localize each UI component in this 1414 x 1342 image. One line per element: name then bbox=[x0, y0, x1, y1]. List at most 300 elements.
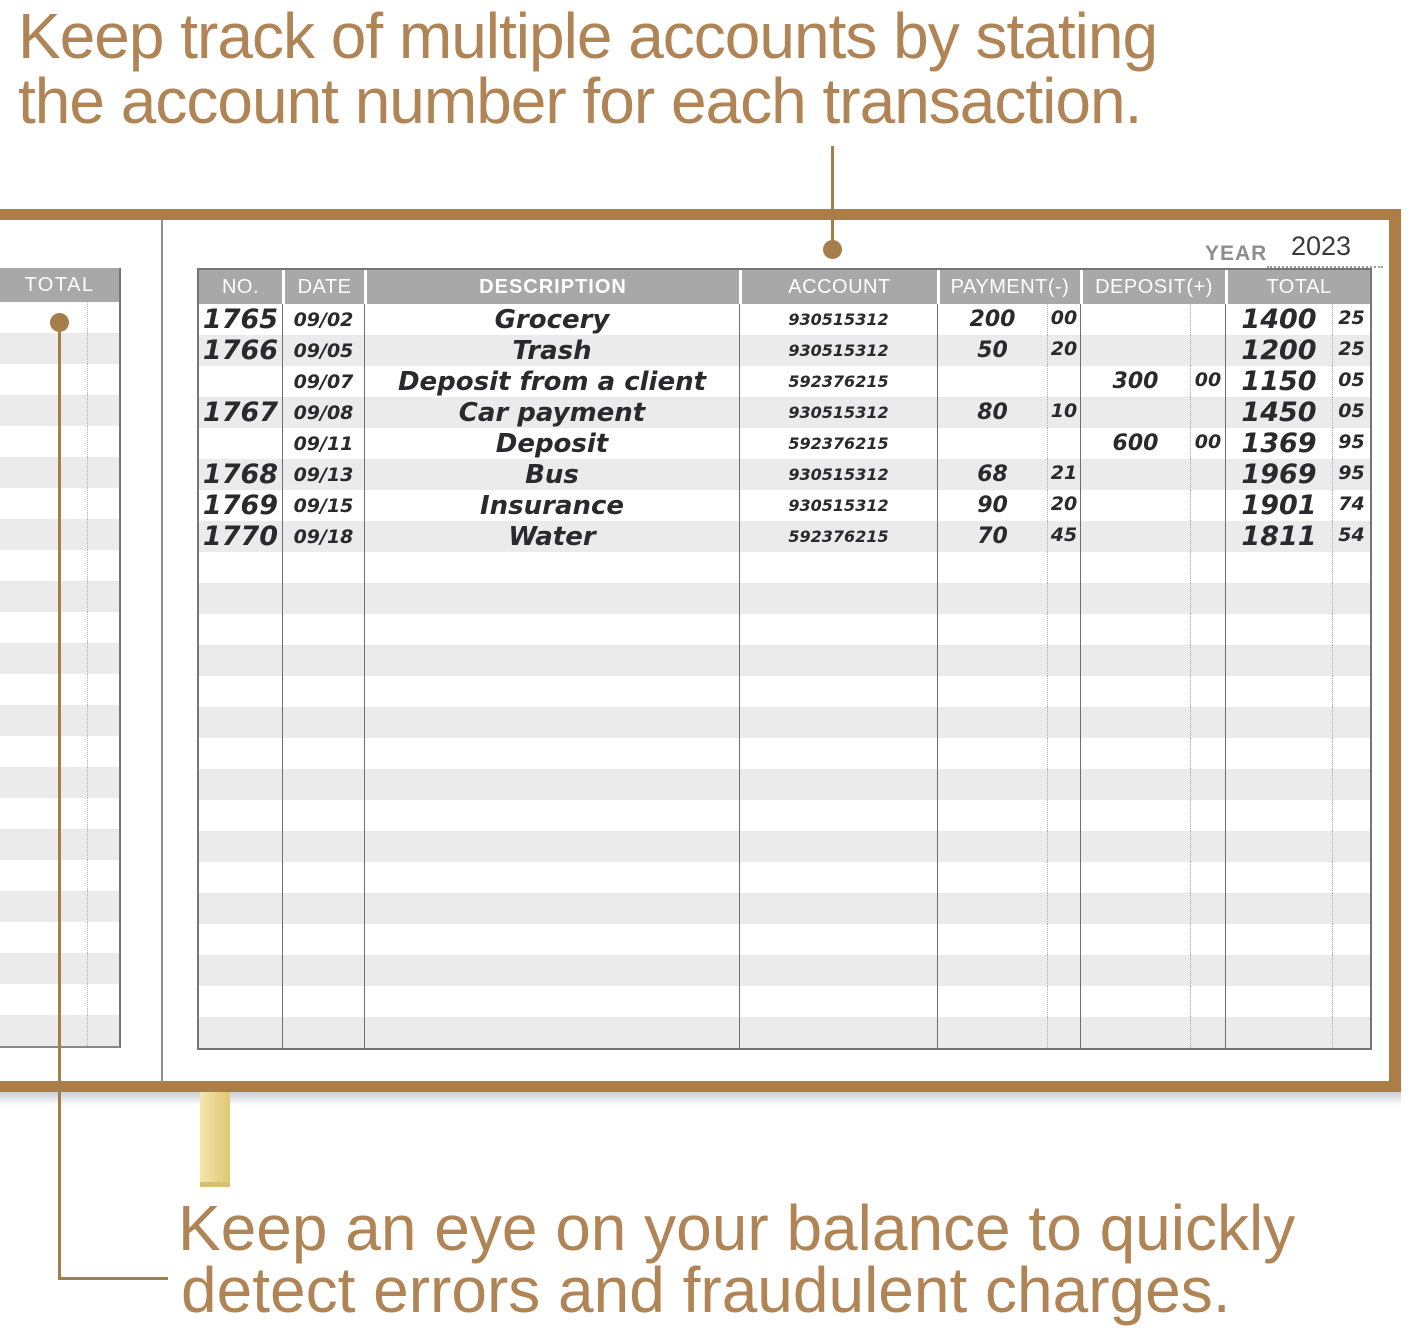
cell-description: Trash bbox=[364, 335, 739, 366]
cell-deposit bbox=[1080, 769, 1190, 800]
cell-deposit_cents bbox=[1190, 645, 1225, 676]
cell-payment bbox=[937, 831, 1047, 862]
register-table bbox=[197, 268, 1372, 1050]
register-row-empty bbox=[199, 986, 1370, 1017]
cell-payment_cents: 10 bbox=[1047, 397, 1080, 428]
cell-total_cents: 05 bbox=[1332, 366, 1370, 397]
cell-total-cents bbox=[87, 550, 119, 581]
register-row bbox=[199, 304, 1370, 335]
cell-account bbox=[739, 552, 937, 583]
cell-deposit_cents bbox=[1190, 831, 1225, 862]
cell-deposit bbox=[1080, 335, 1190, 366]
cell-total bbox=[1225, 893, 1332, 924]
cell-date bbox=[282, 738, 364, 769]
bookmark-ribbon bbox=[200, 1092, 230, 1187]
cell-date bbox=[282, 769, 364, 800]
cell-payment bbox=[937, 893, 1047, 924]
cell-total-cents bbox=[87, 457, 119, 488]
register-row bbox=[199, 397, 1370, 428]
cell-total-cents bbox=[87, 333, 119, 364]
account-pointer-dot bbox=[823, 240, 842, 259]
cell-account bbox=[739, 862, 937, 893]
cell-description bbox=[364, 893, 739, 924]
cell-total: 1200 bbox=[1225, 335, 1332, 366]
register-row bbox=[199, 459, 1370, 490]
cell-no bbox=[199, 800, 282, 831]
cell-date bbox=[282, 955, 364, 986]
cell-total_cents bbox=[1332, 862, 1370, 893]
cell-total-cents bbox=[87, 488, 119, 519]
cell-total-cents bbox=[87, 953, 119, 984]
cell-no: 1765 bbox=[202, 304, 279, 335]
cell-description bbox=[364, 800, 739, 831]
cell-total-dollars bbox=[0, 798, 87, 829]
cell-payment bbox=[937, 800, 1047, 831]
cell-total-dollars bbox=[0, 612, 87, 643]
cell-total-dollars bbox=[0, 333, 87, 364]
register-row-empty bbox=[199, 552, 1370, 583]
cell-description bbox=[364, 707, 739, 738]
cell-payment bbox=[937, 707, 1047, 738]
cell-total-cents bbox=[87, 736, 119, 767]
cell-payment bbox=[937, 862, 1047, 893]
cell-total bbox=[1225, 1017, 1332, 1048]
cell-deposit: 300 bbox=[1080, 366, 1190, 397]
cell-deposit bbox=[1080, 552, 1190, 583]
cell-account bbox=[739, 583, 937, 614]
register-row-empty bbox=[199, 893, 1370, 924]
cell-deposit bbox=[1080, 986, 1190, 1017]
top-annotation-line2: the account number for each transaction. bbox=[18, 65, 1142, 137]
register-row-empty bbox=[199, 862, 1370, 893]
register-row bbox=[199, 521, 1370, 552]
cell-total-cents bbox=[87, 829, 119, 860]
cell-deposit: 600 bbox=[1080, 428, 1190, 459]
cell-total-cents bbox=[87, 891, 119, 922]
cell-total bbox=[1225, 769, 1332, 800]
cell-no bbox=[199, 583, 282, 614]
cell-payment: 80 bbox=[937, 397, 1047, 428]
cell-deposit bbox=[1080, 676, 1190, 707]
cell-payment: 90 bbox=[937, 490, 1047, 521]
cell-description: Car payment bbox=[364, 397, 739, 428]
cell-description: Insurance bbox=[364, 490, 739, 521]
cell-total: 1969 bbox=[1225, 459, 1332, 490]
cell-total_cents bbox=[1332, 955, 1370, 986]
cell-no bbox=[199, 738, 282, 769]
cell-no bbox=[199, 676, 282, 707]
cell-payment_cents bbox=[1047, 800, 1080, 831]
cell-total-dollars bbox=[0, 953, 87, 984]
cell-description bbox=[364, 1017, 739, 1048]
cell-date: 09/13 bbox=[282, 459, 364, 490]
cell-description bbox=[364, 831, 739, 862]
cell-account: 592376215 bbox=[739, 428, 937, 459]
cell-deposit bbox=[1080, 583, 1190, 614]
cell-date bbox=[282, 831, 364, 862]
cell-total bbox=[1225, 583, 1332, 614]
cell-date: 09/15 bbox=[282, 490, 364, 521]
cell-no bbox=[199, 862, 282, 893]
cell-total-dollars bbox=[0, 426, 87, 457]
cell-payment_cents bbox=[1047, 738, 1080, 769]
cell-account: 930515312 bbox=[739, 397, 937, 428]
cell-total_cents bbox=[1332, 924, 1370, 955]
register-table-header bbox=[199, 270, 1370, 304]
cell-payment_cents bbox=[1047, 924, 1080, 955]
cell-total-dollars bbox=[0, 860, 87, 891]
cell-deposit bbox=[1080, 645, 1190, 676]
cell-deposit_cents bbox=[1190, 583, 1225, 614]
cell-payment_cents bbox=[1047, 707, 1080, 738]
cell-payment bbox=[937, 676, 1047, 707]
cell-payment_cents: 45 bbox=[1047, 521, 1080, 552]
cell-total-dollars bbox=[0, 922, 87, 953]
cell-total-dollars bbox=[0, 457, 87, 488]
cell-total-dollars bbox=[0, 767, 87, 798]
cell-total-dollars bbox=[0, 581, 87, 612]
cell-date: 09/02 bbox=[282, 304, 364, 335]
cell-date bbox=[282, 986, 364, 1017]
cell-total bbox=[1225, 831, 1332, 862]
cell-payment: 200 bbox=[937, 304, 1047, 335]
cell-total-dollars bbox=[0, 364, 87, 395]
col-header-total: TOTAL bbox=[1225, 270, 1370, 304]
cell-description: Bus bbox=[364, 459, 739, 490]
cell-total-dollars bbox=[0, 643, 87, 674]
cell-total_cents: 05 bbox=[1332, 397, 1370, 428]
cell-total_cents bbox=[1332, 707, 1370, 738]
cell-deposit bbox=[1080, 738, 1190, 769]
cell-total_cents: 74 bbox=[1332, 490, 1370, 521]
cell-date: 09/18 bbox=[282, 521, 364, 552]
cell-total bbox=[1225, 614, 1332, 645]
cell-no: 1768 bbox=[202, 459, 279, 490]
cell-deposit_cents bbox=[1190, 1017, 1225, 1048]
cell-date bbox=[282, 676, 364, 707]
cell-description bbox=[364, 862, 739, 893]
cell-deposit_cents bbox=[1190, 490, 1225, 521]
top-annotation-line1: Keep track of multiple accounts by stating bbox=[18, 0, 1158, 72]
cell-description: Deposit from a client bbox=[364, 366, 739, 397]
cell-date bbox=[282, 707, 364, 738]
cell-payment bbox=[937, 955, 1047, 986]
register-table-body bbox=[199, 304, 1370, 1048]
cell-deposit bbox=[1080, 924, 1190, 955]
cell-payment_cents bbox=[1047, 769, 1080, 800]
cell-payment_cents bbox=[1047, 1017, 1080, 1048]
register-row-empty bbox=[199, 676, 1370, 707]
cell-description bbox=[364, 614, 739, 645]
cell-description: Grocery bbox=[364, 304, 739, 335]
cell-account: 930515312 bbox=[739, 459, 937, 490]
page-divider bbox=[161, 220, 163, 1081]
cell-description: Deposit bbox=[364, 428, 739, 459]
cell-description bbox=[364, 955, 739, 986]
cell-deposit bbox=[1080, 1017, 1190, 1048]
cell-total bbox=[1225, 862, 1332, 893]
cell-no bbox=[199, 955, 282, 986]
cell-description bbox=[364, 986, 739, 1017]
cell-description bbox=[364, 769, 739, 800]
cell-deposit bbox=[1080, 521, 1190, 552]
cell-total_cents bbox=[1332, 769, 1370, 800]
year-underline bbox=[1267, 244, 1383, 268]
bottom-annotation-line2: detect errors and fraudulent charges. bbox=[181, 1254, 1231, 1326]
cell-no bbox=[199, 893, 282, 924]
cell-total-cents bbox=[87, 395, 119, 426]
cell-total bbox=[1225, 552, 1332, 583]
cell-total-cents bbox=[87, 581, 119, 612]
cell-account bbox=[739, 645, 937, 676]
cell-payment: 70 bbox=[937, 521, 1047, 552]
cell-description: Water bbox=[364, 521, 739, 552]
cell-no: 1770 bbox=[202, 521, 279, 552]
cell-account bbox=[739, 893, 937, 924]
cell-total-cents bbox=[87, 922, 119, 953]
cell-payment bbox=[937, 1017, 1047, 1048]
cell-payment_cents bbox=[1047, 893, 1080, 924]
cell-deposit bbox=[1080, 800, 1190, 831]
cell-payment_cents: 20 bbox=[1047, 490, 1080, 521]
cell-account: 930515312 bbox=[739, 490, 937, 521]
cell-payment bbox=[937, 645, 1047, 676]
cell-deposit bbox=[1080, 614, 1190, 645]
cell-total-dollars bbox=[0, 984, 87, 1015]
cell-total_cents bbox=[1332, 676, 1370, 707]
cell-deposit bbox=[1080, 490, 1190, 521]
register-book bbox=[0, 209, 1401, 1092]
cell-total_cents: 95 bbox=[1332, 428, 1370, 459]
cell-total-dollars bbox=[0, 550, 87, 581]
cell-date bbox=[282, 800, 364, 831]
cell-account bbox=[739, 924, 937, 955]
cell-total bbox=[1225, 800, 1332, 831]
cell-date: 09/07 bbox=[282, 366, 364, 397]
cell-payment_cents bbox=[1047, 862, 1080, 893]
cell-payment_cents bbox=[1047, 955, 1080, 986]
cell-deposit bbox=[1080, 397, 1190, 428]
register-row bbox=[199, 335, 1370, 366]
cell-date: 09/05 bbox=[282, 335, 364, 366]
cell-no: 1767 bbox=[202, 397, 279, 428]
col-header-no: NO. bbox=[221, 275, 260, 298]
balance-pointer-hline bbox=[58, 1277, 168, 1280]
cell-description bbox=[364, 924, 739, 955]
cell-total bbox=[1225, 955, 1332, 986]
year-value: 2023 bbox=[1291, 231, 1352, 261]
cell-account bbox=[739, 955, 937, 986]
cell-no bbox=[199, 707, 282, 738]
cell-total bbox=[1225, 738, 1332, 769]
cell-description bbox=[364, 676, 739, 707]
cell-deposit_cents bbox=[1190, 459, 1225, 490]
cell-deposit bbox=[1080, 459, 1190, 490]
cell-total: 1901 bbox=[1225, 490, 1332, 521]
col-header-payment: PAYMENT(-) bbox=[937, 270, 1080, 304]
cell-total_cents bbox=[1332, 986, 1370, 1017]
col-header-account: ACCOUNT bbox=[739, 270, 937, 304]
cell-payment: 50 bbox=[937, 335, 1047, 366]
cell-deposit_cents bbox=[1190, 707, 1225, 738]
cell-account: 592376215 bbox=[739, 521, 937, 552]
cell-total: 1150 bbox=[1225, 366, 1332, 397]
cell-deposit_cents bbox=[1190, 397, 1225, 428]
register-row bbox=[199, 490, 1370, 521]
col-header-date: DATE bbox=[282, 270, 364, 304]
cell-total: 1400 bbox=[1225, 304, 1332, 335]
cell-account bbox=[739, 1017, 937, 1048]
cell-deposit_cents bbox=[1190, 335, 1225, 366]
cell-deposit_cents bbox=[1190, 924, 1225, 955]
col-header-description: DESCRIPTION bbox=[364, 270, 739, 304]
cell-total-cents bbox=[87, 767, 119, 798]
register-row-empty bbox=[199, 583, 1370, 614]
cell-payment bbox=[937, 552, 1047, 583]
cell-payment_cents bbox=[1047, 614, 1080, 645]
cell-total bbox=[1225, 986, 1332, 1017]
cell-payment_cents bbox=[1047, 366, 1080, 397]
cell-total-cents bbox=[87, 674, 119, 705]
cell-total_cents bbox=[1332, 893, 1370, 924]
cell-total-cents bbox=[87, 302, 119, 333]
cell-description bbox=[364, 552, 739, 583]
cell-payment bbox=[937, 986, 1047, 1017]
cell-total_cents: 54 bbox=[1332, 521, 1370, 552]
cell-no bbox=[199, 986, 282, 1017]
cell-deposit_cents bbox=[1190, 304, 1225, 335]
cell-no bbox=[199, 645, 282, 676]
cell-no bbox=[199, 366, 282, 397]
cell-account bbox=[739, 986, 937, 1017]
cell-total-dollars bbox=[0, 1015, 87, 1046]
cell-no: 1766 bbox=[202, 335, 279, 366]
cell-total-cents bbox=[87, 798, 119, 829]
cell-payment_cents: 00 bbox=[1047, 304, 1080, 335]
register-row-empty bbox=[199, 769, 1370, 800]
register-row-empty bbox=[199, 955, 1370, 986]
cell-deposit_cents bbox=[1190, 955, 1225, 986]
cell-no bbox=[199, 831, 282, 862]
cell-description bbox=[364, 738, 739, 769]
cell-total-cents bbox=[87, 612, 119, 643]
cell-deposit_cents bbox=[1190, 614, 1225, 645]
cell-deposit bbox=[1080, 955, 1190, 986]
cell-total bbox=[1225, 707, 1332, 738]
cell-total_cents bbox=[1332, 614, 1370, 645]
cell-total-dollars bbox=[0, 302, 87, 333]
cell-total-cents bbox=[87, 364, 119, 395]
year-label: YEAR bbox=[1205, 242, 1268, 265]
cell-total-dollars bbox=[0, 488, 87, 519]
cell-deposit_cents: 00 bbox=[1190, 428, 1225, 459]
cell-payment_cents bbox=[1047, 552, 1080, 583]
balance-pointer-vline bbox=[58, 322, 61, 1280]
cell-payment_cents bbox=[1047, 428, 1080, 459]
cell-total bbox=[1225, 924, 1332, 955]
cell-deposit bbox=[1080, 707, 1190, 738]
cell-payment_cents bbox=[1047, 645, 1080, 676]
cell-deposit_cents bbox=[1190, 521, 1225, 552]
cell-total_cents bbox=[1332, 552, 1370, 583]
cell-deposit_cents bbox=[1190, 986, 1225, 1017]
cell-account: 592376215 bbox=[739, 366, 937, 397]
cell-date bbox=[282, 614, 364, 645]
cell-total-dollars bbox=[0, 519, 87, 550]
cell-deposit bbox=[1080, 862, 1190, 893]
cell-payment bbox=[937, 769, 1047, 800]
cell-total_cents bbox=[1332, 800, 1370, 831]
register-row-empty bbox=[199, 924, 1370, 955]
cell-no bbox=[199, 614, 282, 645]
cell-payment bbox=[937, 614, 1047, 645]
cell-deposit_cents bbox=[1190, 769, 1225, 800]
cell-no: 1769 bbox=[202, 490, 279, 521]
cell-total-cents bbox=[87, 860, 119, 891]
cell-payment bbox=[937, 583, 1047, 614]
cell-date bbox=[282, 552, 364, 583]
cell-total-dollars bbox=[0, 736, 87, 767]
cell-account: 930515312 bbox=[739, 304, 937, 335]
cell-payment_cents bbox=[1047, 986, 1080, 1017]
register-row-empty bbox=[199, 1017, 1370, 1048]
cell-deposit_cents bbox=[1190, 676, 1225, 707]
cell-deposit bbox=[1080, 831, 1190, 862]
register-row-empty bbox=[199, 738, 1370, 769]
cell-payment_cents bbox=[1047, 676, 1080, 707]
cell-payment bbox=[937, 738, 1047, 769]
cell-total-dollars bbox=[0, 829, 87, 860]
cell-payment_cents: 20 bbox=[1047, 335, 1080, 366]
cell-deposit_cents bbox=[1190, 738, 1225, 769]
cell-total: 1811 bbox=[1225, 521, 1332, 552]
cell-date bbox=[282, 645, 364, 676]
cell-payment: 68 bbox=[937, 459, 1047, 490]
cell-account bbox=[739, 769, 937, 800]
cell-total-cents bbox=[87, 426, 119, 457]
cell-total: 1369 bbox=[1225, 428, 1332, 459]
cell-date bbox=[282, 1017, 364, 1048]
cell-payment bbox=[937, 924, 1047, 955]
cell-deposit_cents bbox=[1190, 552, 1225, 583]
register-row-empty bbox=[199, 707, 1370, 738]
cell-no bbox=[199, 924, 282, 955]
cell-total_cents bbox=[1332, 738, 1370, 769]
cell-total-dollars bbox=[0, 674, 87, 705]
register-row-empty bbox=[199, 614, 1370, 645]
cell-total-dollars bbox=[0, 395, 87, 426]
cell-payment_cents bbox=[1047, 831, 1080, 862]
cell-total_cents bbox=[1332, 831, 1370, 862]
cell-deposit_cents bbox=[1190, 862, 1225, 893]
cell-payment_cents: 21 bbox=[1047, 459, 1080, 490]
account-pointer-line bbox=[831, 146, 834, 242]
cell-account bbox=[739, 676, 937, 707]
cell-total_cents bbox=[1332, 583, 1370, 614]
cell-deposit bbox=[1080, 304, 1190, 335]
cell-account bbox=[739, 614, 937, 645]
cell-deposit_cents bbox=[1190, 893, 1225, 924]
cell-deposit bbox=[1080, 893, 1190, 924]
cell-date: 09/08 bbox=[282, 397, 364, 428]
register-row bbox=[199, 366, 1370, 397]
cell-no bbox=[199, 769, 282, 800]
register-row bbox=[199, 428, 1370, 459]
cell-date bbox=[282, 924, 364, 955]
cell-total-dollars bbox=[0, 705, 87, 736]
cell-description bbox=[364, 583, 739, 614]
cell-no bbox=[199, 552, 282, 583]
